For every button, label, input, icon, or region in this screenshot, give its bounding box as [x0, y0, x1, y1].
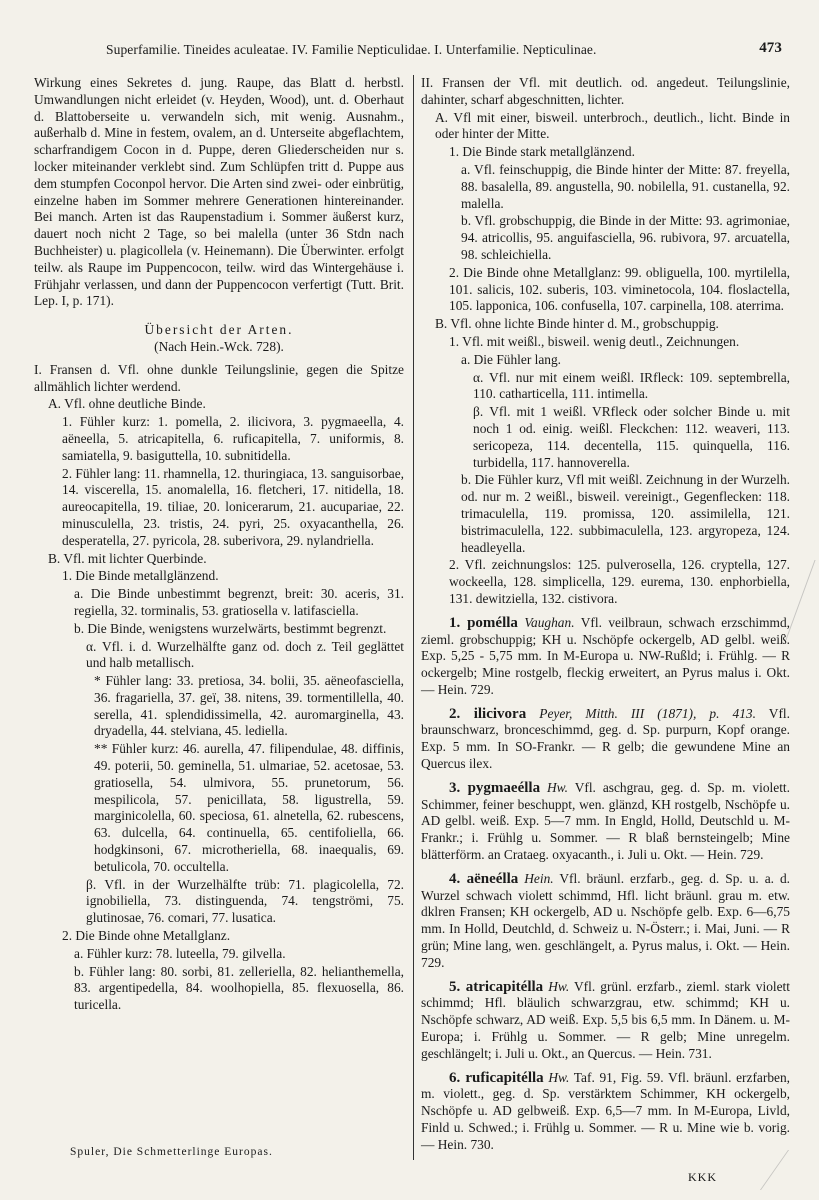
key-line: b. Vfl. grobschuppig, die Binde in der Mitte: 93. agrimoniae, 94. atricollis, 95. anguifasciella, 96. rubivora, 97. arcuatella, 98. schleichiella.	[461, 213, 790, 262]
species-author: Vaughan.	[524, 614, 575, 630]
right-column	[421, 75, 790, 1154]
key-line: β. Vfl. in der Wurzelhälfte trüb: 71. plagicolella, 72. ignobiliella, 73. distinguenda, 74. tengströmi, 75. glutinosae, 76. comari, 77. lusatica.	[86, 876, 404, 926]
species-entry	[421, 871, 790, 972]
key-line: 2. Fühler lang: 11. rhamnella, 12. thuringiaca, 13. sanguisorbae, 14. viscerella, 15. anomalella, 16. fletcheri, 17. nitidella, 18. aureocapitella, 19. tiliae, 20. lonicerarum, 21. aucupariae, 22. minusculella, 23. tristis, 24. pyri, 25. oxyacanthella, 26. desperatella, 27. pyricola, 28. suberivora, 29. nylandriella.	[62, 465, 404, 548]
species-name: 2. ilicivora	[449, 705, 527, 722]
species-overview-source: (Nach Hein.-Wck. 728).	[154, 338, 284, 354]
species-author: Peyer, Mitth. III (1871), p. 413.	[539, 705, 756, 721]
left-column	[34, 75, 404, 1015]
key-line: A. Vfl. ohne deutliche Binde.	[48, 396, 206, 412]
species-entry	[421, 780, 790, 864]
key-line: 2. Vfl. zeichnungslos: 125. pulverosella, 126. cryptella, 127. wockeella, 128. simplicella, 129. eurema, 130. enphorbiella, 131. dewitziella, 132. cistivora.	[449, 557, 790, 606]
key-line: a. Fühler kurz: 78. luteella, 79. gilvella.	[74, 945, 286, 961]
key-line: b. Die Fühler kurz, Vfl mit weißl. Zeichnung in der Wurzelh. od. nur m. 2 weißl., bisweil. vereinigt., Gegenflecken: 118. trimaculella, 119. promissa, 120. assimilella, 121. bistrimaculella, 122. subbimaculella, 123. argyropeza, 124. headleyella.	[461, 472, 790, 555]
species-entry	[421, 1070, 790, 1154]
key-line: 2. Die Binde ohne Metallglanz.	[62, 928, 231, 944]
species-description: Vfl. braunschwarz, bronceschimmd, geg. d. Sp. purpurn, Kopf orange. Exp. 5 mm. In SO-Frankr. — R gelb; die gewundene Mine an Quercus ilex.	[421, 705, 790, 772]
key-line: A. Vfl mit einer, bisweil. unterbroch., deutlich., licht. Binde in oder hinter der Mitte.	[435, 109, 790, 142]
species-author: Hw.	[548, 1069, 570, 1085]
key-line: b. Fühler lang: 80. sorbi, 81. zelleriella, 82. helianthemella, 83. argentipedella, 84. woolhopiella, 85. flexuosella, 86. turicella.	[74, 963, 404, 1013]
key-line: β. Vfl. mit 1 weißl. VRfleck oder solcher Binde u. mit noch 1 od. einig. weißl. Fleckchen: 112. weaveri, 113. sericopeza, 114. decentella, 115. quinquella, 116. turbidella, 117. hannoverella.	[473, 404, 790, 470]
species-description: Vfl. grünl. erzfarb., zieml. stark violett schimmd; Hfl. bläulich schwarzgrau, etw. schimmd; KH u. Nschöpfe schwarz, AD weiß. Exp. 5,5 bis 6,5 mm. In Dänem. u. M-Europa; i. Frühlg u. Sommer. — R gelb; Mine unregelm. geschlängelt; i. Juli u. Okt., an Quercus. — Hein. 731.	[421, 978, 790, 1061]
species-name: 5. atricapitélla	[449, 978, 544, 995]
species-name: 4. aëneélla	[449, 870, 519, 887]
species-name: 3. pygmaeélla	[449, 779, 541, 796]
species-entry	[421, 615, 790, 699]
key-line: 2. Die Binde ohne Metallglanz: 99. obliguella, 100. myrtilella, 101. salicis, 102. suberis, 103. viminetocola, 104. floslactella, 105. lapponica, 106. confusella, 107. carpinella, 108. aterrima.	[449, 264, 790, 314]
column-divider	[413, 75, 414, 1160]
key-line: α. Vfl. i. d. Wurzelhälfte ganz od. doch z. Teil geglättet und halb metallisch.	[86, 638, 404, 671]
species-description: Taf. 91, Fig. 59. Vfl. bräunl. erzfarben, m. violett., geg. d. Sp. verstärktem Schimmer, KH ockergelb, Nschöpfe u. AD gelbweiß. Exp. 6,5—7 mm. In M-Europa, Livld, Finld u. Schwed.; i. Frühlg u. Sommer. — R u. Mine wie b. vorig. — Hein. 730.	[421, 1069, 791, 1152]
key-line: * Fühler lang: 33. pretiosa, 34. bolii, 35. aëneofasciella, 36. fragariella, 37. geï, 38. nitens, 39. tormentillella, 40. serella, 41. splendidissimella, 42. auromarginella, 43. dryadella, 44. stelviana, 45. lediella.	[94, 673, 404, 739]
key-line: 1. Die Binde metallglänzend.	[62, 568, 219, 584]
species-name: 6. ruficapitélla	[449, 1069, 544, 1086]
species-description: Vfl. veilbraun, schwach erzschimmd, zieml. grobschuppig; KH u. Nschöpfe ockergelb, AD gelbl. weiß. Exp. 5,25 - 5,75 mm. In M-Europa u. NW-Rußld; i. Frühlg. — R ockergelb; Mine rostgelb, fleckig erweitert, an Pyrus malus i. Okt. — Hein. 729.	[421, 614, 790, 697]
footer-imprint: Spuler, Die Schmetterlinge Europas.	[70, 1146, 273, 1158]
footer-signature: KKK	[688, 1170, 717, 1184]
key-line: B. Vfl. mit lichter Querbinde.	[48, 550, 207, 566]
key-line: 1. Vfl. mit weißl., bisweil. wenig deutl., Zeichnungen.	[449, 333, 740, 349]
page-fold-mark	[785, 560, 819, 640]
key-list-left	[34, 362, 404, 1014]
species-author: Hw.	[547, 779, 568, 795]
key-line: α. Vfl. nur mit einem weißl. IRfleck: 109. septembrella, 110. catharticella, 111. intimella.	[473, 369, 790, 402]
key-line: a. Die Binde unbestimmt begrenzt, breit: 30. aceris, 31. regiella, 32. torminalis, 53. gratiosella v. latifasciella.	[74, 586, 404, 618]
key-line: a. Die Fühler lang.	[461, 351, 562, 367]
key-line: B. Vfl. ohne lichte Binde hinter d. M., grobschuppig.	[435, 316, 719, 332]
key-line: I. Fransen d. Vfl. ohne dunkle Teilungslinie, gegen die Spitze allmählich lichter werdend.	[34, 361, 404, 394]
key-line: ** Fühler kurz: 46. aurella, 47. filipendulae, 48. diffinis, 49. poterii, 50. geminella, 51. ulmariae, 52. acetosae, 53. gratiosella, 54. ulmivora, 55. prunetorum, 56. mespilicola, 57. penicillata, 58. ligustrella, 59. marginicolella, 60. speciosa, 61. alnetella, 62. rubescens, 63. dulcella, 64. continuella, 65. centifoliella, 66. hodgkinsoni, 67. microtheriella, 68. inaequalis, 69. betulicola, 70. occultella.	[94, 741, 404, 874]
key-line: b. Die Binde, wenigstens wurzelwärts, bestimmt begrenzt.	[74, 620, 387, 636]
species-author: Hein.	[524, 870, 554, 886]
page-number: 473	[759, 40, 782, 56]
species-author: Hw.	[548, 978, 570, 994]
key-line: 1. Fühler kurz: 1. pomella, 2. ilicivora, 3. pygmaeella, 4. aëneella, 5. atricapitella, 6. ruficapitella, 7. uniformis, 8. samiatella, 9. basiguttella, 10. subnitidella.	[62, 414, 404, 463]
key-line: a. Vfl. feinschuppig, die Binde hinter der Mitte: 87. freyella, 88. basalella, 89. angustella, 90. nobilella, 91. custanella, 92. malella.	[461, 161, 790, 211]
species-description: Vfl. aschgrau, geg. d. Sp. m. violett. Schimmer, feiner beschuppt, wen. glänzd, KH rostgelb, Nschöpfe u. AD gelbl. weiß. Exp. 5—7 mm. In Engld, Holld, Deutschld u. M-Frankr.; i. Frühlg u. Sommer. — R blaß bernsteingelb; Mine blätterförm. an Crataeg. oxyacanth., i. Juli u. Okt. — Hein. 729.	[421, 779, 790, 863]
key-line: 1. Die Binde stark metallglänzend.	[449, 144, 635, 160]
species-overview-heading: Übersicht der Arten.	[144, 322, 294, 338]
species-description: Vfl. bräunl. erzfarb., geg. d. Sp. u. a. d. Wurzel schwach violett schimmd, Hfl. licht bräunl. grau m. etw. dklren Fransen; KH ockergelb, AD u. Nschöpfe gelb. Exp. 6—6,75 mm. In Holld, Deutchld, d. Schweiz u. N-Österr.; i. Mai, Juni. — R grün; Mine lang, wen. geschlängelt, a. Pyrus malus, i. Okt. — Hein. 729.	[421, 870, 790, 970]
species-name: 1. pomélla	[449, 614, 518, 631]
species-entry	[421, 979, 790, 1063]
page-fold-mark-lower	[760, 1150, 819, 1190]
key-list-right	[421, 75, 790, 608]
species-entry	[421, 706, 790, 773]
key-line: II. Fransen der Vfl. mit deutlich. od. angedeut. Teilungslinie, dahinter, scharf abgeschnitten, lichter.	[421, 75, 790, 107]
running-title: Superfamilie. Tineides aculeatae. IV. Familie Nepticulidae. I. Unterfamilie. Nepticulinae.	[106, 42, 597, 57]
running-header	[34, 40, 782, 62]
intro-paragraph: Wirkung eines Sekretes d. jung. Raupe, das Blatt d. herbstl. Umwandlungen nicht erleidet (v. Heyden, Wood), unt. d. Oberhaut d. Blattoberseite u. verwandeln sich, mit wenig. Ausnahm., außerhalb d. Mine in festem, ovalem, an d. Unterseite abgeflachtem, scharfrandigem Cocon in d. Puppe, deren Gliederscheiden nur s. locker miteinander verklebt sind. Zum Schlüpfen tritt d. Puppe aus dem stumpfen Coconpol hervor. Die Arten sind zwei- oder einbrütig, einzelne haben im Sommer mehrere Generationen hintereinander. Bei manch. Arten ist das Raupenstadium i. Sommer äußerst kurz, dauert noch nicht 2 Tage, so bei malella (unter 36 Stdn nach Buchheister) u. plagicollela (v. Heinemann). Die Überwinter. erfolgt teilw. als Raupe im Puppencocon, teilw. wird das Wintergehäuse i. Frühjahr verlassen, und dann der Puppencocon verfertigt (Tutt. Brit. Lep. I, p. 171).	[34, 75, 404, 309]
species-descriptions	[421, 615, 790, 1154]
